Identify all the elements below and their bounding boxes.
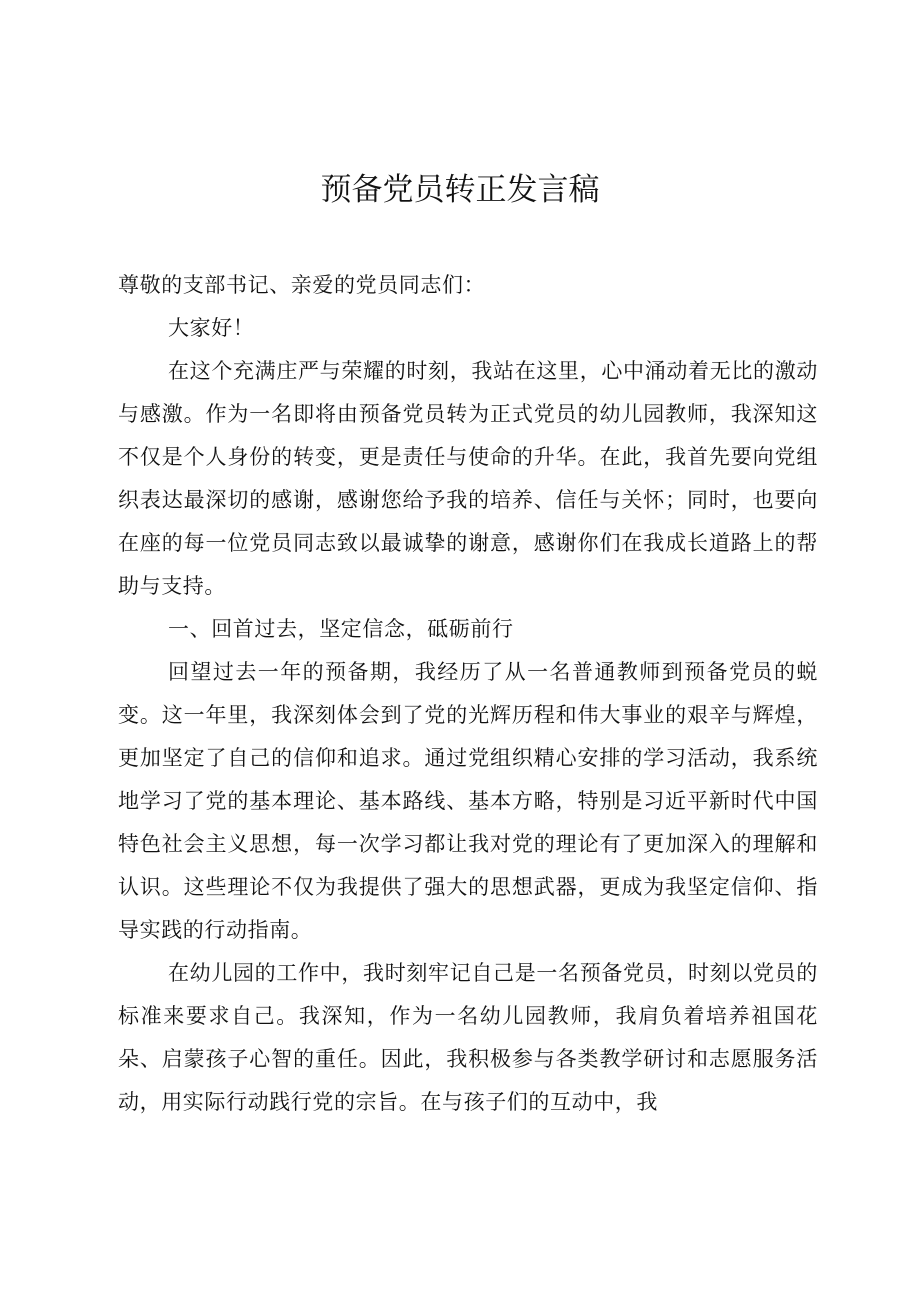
document-title: 预备党员转正发言稿 xyxy=(320,172,600,208)
greeting: 大家好！ xyxy=(168,316,255,340)
section-heading: 一、回首过去，坚定信念，砥砺前行 xyxy=(168,617,514,641)
paragraph: 在幼儿园的工作中，我时刻牢记自己是一名预备党员，时刻以党员的标准来要求自己。我深知，作为一名幼儿园教师，我肩负着培养祖国花朵、启蒙孩子心智的重任。因此，我积极参与各类教学研讨和志愿服务活动，用实际行动践行党的宗旨。在与孩子们的互动中，我 xyxy=(118,961,818,1114)
document-body xyxy=(118,264,818,1124)
paragraph: 回望过去一年的预备期，我经历了从一名普通教师到预备党员的蜕变。这一年里，我深刻体会到了党的光辉历程和伟大事业的艰辛与辉煌，更加坚定了自己的信仰和追求。通过党组织精心安排的学习活动，我系统地学习了党的基本理论、基本路线、基本方略，特别是习近平新时代中国特色社会主义思想，每一次学习都让我对党的理论有了更加深入的理解和认识。这些理论不仅为我提供了强大的思想武器，更成为我坚定信仰、指导实践的行动指南。 xyxy=(118,660,818,942)
paragraph: 在这个充满庄严与荣耀的时刻，我站在这里，心中涌动着无比的激动与感激。作为一名即将由预备党员转为正式党员的幼儿园教师，我深知这不仅是个人身份的转变，更是责任与使命的升华。在此，我首先要向党组织表达最深切的感谢，感谢您给予我的培养、信任与关怀；同时，也要向在座的每一位党员同志致以最诚挚的谢意，感谢你们在我成长道路上的帮助与支持。 xyxy=(118,359,818,598)
salutation: 尊敬的支部书记、亲爱的党员同志们： xyxy=(118,273,486,297)
